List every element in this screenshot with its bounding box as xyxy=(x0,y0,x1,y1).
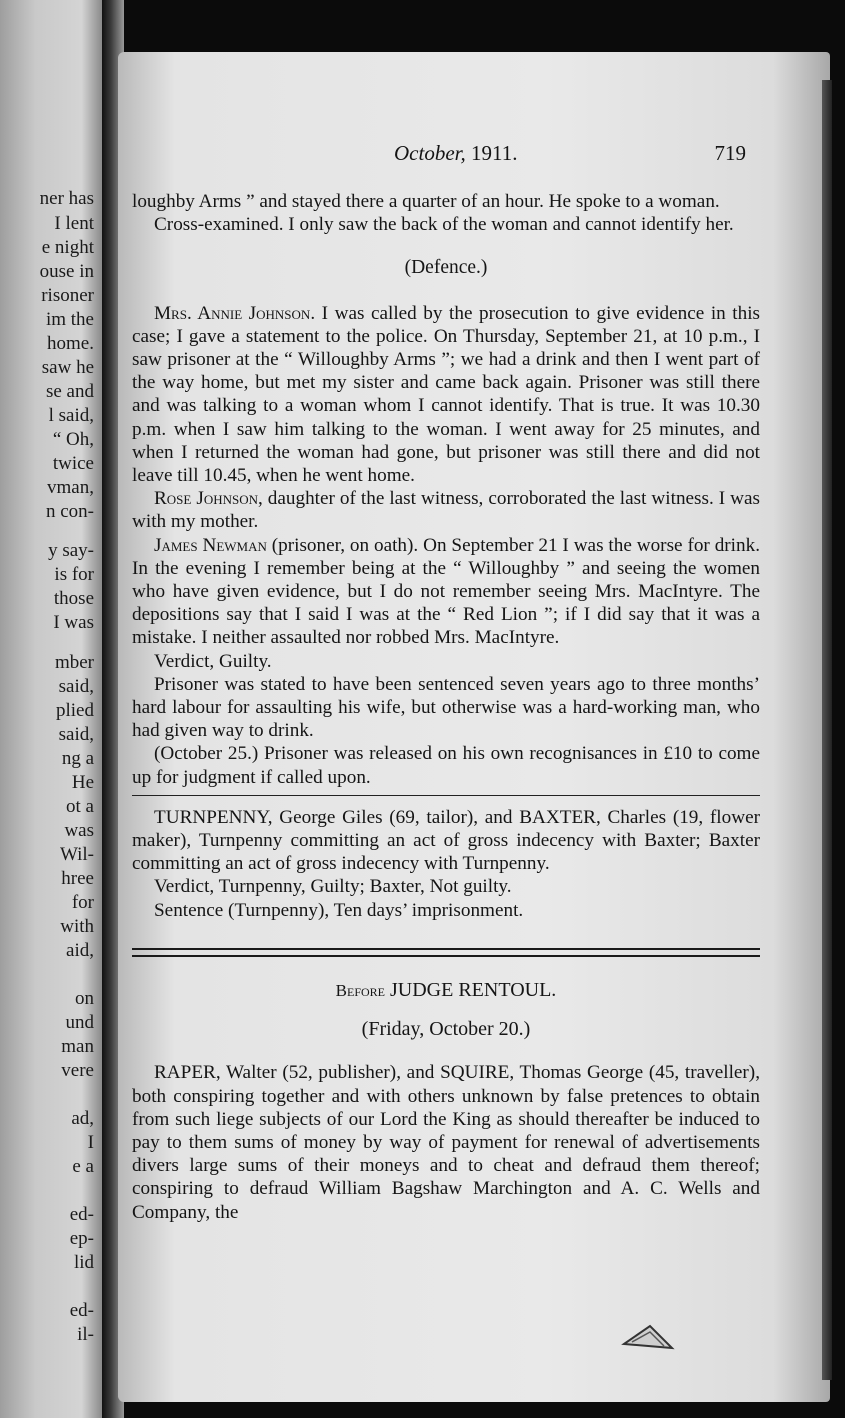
left-page-line: home. xyxy=(47,333,94,354)
paragraph-continuation: loughby Arms ” and stayed there a quarter of an hour. He spoke to a woman. xyxy=(132,191,720,212)
verdict: Verdict, Guilty. xyxy=(154,650,272,672)
judge-prefix: Before xyxy=(335,980,386,1000)
page-content xyxy=(132,142,760,1224)
left-page-line: y say- xyxy=(48,540,94,561)
left-page-line: lid xyxy=(73,1252,94,1273)
thumb-mark-icon xyxy=(620,1322,676,1352)
judge-name: JUDGE RENTOUL. xyxy=(390,978,557,1001)
page-number: 719 xyxy=(714,141,746,165)
case-sentence: Sentence (Turnpenny), Ten days’ imprisonment. xyxy=(154,899,524,921)
paragraph-release: (October 25.) Prisoner was released on his own recognisances in £10 to come up for judgment if called upon. xyxy=(132,743,760,788)
session-date: (Friday, October 20.) xyxy=(361,1018,531,1041)
left-page-line: said, xyxy=(58,676,94,697)
running-head xyxy=(132,142,760,178)
left-page-line: risoner xyxy=(41,285,94,306)
left-page-line: man xyxy=(61,1036,94,1057)
witness-testimony: (prisoner, on oath). On September 21 I was the worse for drink. In the evening I remember being at the “ Willoughby ” and seeing the women who have given evidence, but I do not remember seeing Mrs. MacIntyre. The depositions say that I said I was at the “ Red Lion ”; if I did say that it was a mistake. I neither assaulted nor robbed Mrs. MacIntyre. xyxy=(132,534,760,649)
witness-name: Mrs. Annie Johnson. xyxy=(154,302,316,324)
left-page-line: il- xyxy=(77,1324,94,1345)
left-page-line: “ Oh, xyxy=(52,429,94,450)
case-raper-squire: RAPER, Walter (52, publisher), and SQUIRE, Thomas George (45, traveller), both conspiring together and with others unknown by false pretences to obtain from such liege subjects of our Lord the King as should thereafter be induced to pay to them sums of money by way of payment for renewal of advertisements divers large sums of their moneys and to cheat and defraud them thereof; conspiring to defraud William Bagshaw Marchington and A. C. Wells and Company, the xyxy=(132,1062,760,1223)
double-rule-divider xyxy=(132,948,760,957)
judge-heading xyxy=(132,979,760,1002)
paragraph-rose-johnson xyxy=(132,487,760,533)
left-page-line: e a xyxy=(72,1156,94,1177)
left-page-line: He xyxy=(71,772,94,793)
defence-heading: (Defence.) xyxy=(404,257,488,279)
left-page-line: ep- xyxy=(69,1228,94,1249)
left-page-line: plied xyxy=(56,700,94,721)
left-page-line: twice xyxy=(52,453,94,474)
left-page-line: e night xyxy=(41,237,94,258)
left-page-line: with xyxy=(60,916,94,937)
left-page-line: n con- xyxy=(45,501,94,522)
paragraph-cross-examined: Cross-examined. I only saw the back of the woman and cannot identify her. xyxy=(154,214,734,236)
left-page-line: was xyxy=(64,820,94,841)
left-page-line: I lent xyxy=(54,213,94,234)
left-page-line: ouse in xyxy=(39,261,94,282)
left-page-line: im the xyxy=(45,309,94,330)
left-page-line: hree xyxy=(61,868,94,889)
left-page-line: vere xyxy=(61,1060,94,1081)
case-verdict: Verdict, Turnpenny, Guilty; Baxter, Not guilty. xyxy=(154,876,512,898)
page-edge-shadow xyxy=(822,80,832,1380)
left-page-line: und xyxy=(65,1012,94,1033)
witness-testimony: daughter of the last witness, corroborated the last witness. I was with my mother. xyxy=(132,488,761,533)
case-turnpenny-baxter: TURNPENNY, George Giles (69, tailor), and BAXTER, Charles (19, flower maker), Turnpenny committing an act of gross indecency with Baxter; Baxter committing an act of gross indecency with Turnpenny. xyxy=(132,806,760,875)
left-page-line: is for xyxy=(54,564,94,585)
header-year: 1911. xyxy=(471,141,518,165)
witness-testimony: I was called by the prosecution to give evidence in this case; I gave a statement to the police. On Thursday, September 21, at 10 p.m., I saw prisoner at the “ Willoughby Arms ”; we had a drink and then I went part of the way home, but met my sister and came back again. Prisoner was still there and was talking to a woman whom I cannot identify. That is true. It was 10.30 p.m. when I saw him talking to the woman. I went away for 25 minutes, and when I returned the woman had gone, but prisoner was still there and did not leave till 10.45, when he went home. xyxy=(132,302,761,487)
paragraph-annie-johnson xyxy=(132,302,760,488)
left-page-line: ng a xyxy=(61,748,94,769)
left-page-fragment xyxy=(0,0,102,1418)
left-page-line: ner has xyxy=(39,188,94,209)
left-page-line: for xyxy=(71,892,94,913)
section-rule xyxy=(132,795,760,796)
paragraph-james-newman xyxy=(132,534,760,650)
left-page-line: aid, xyxy=(66,940,94,961)
left-page-line: mber xyxy=(54,652,94,673)
witness-name: James Newman xyxy=(154,534,267,556)
left-page-line: ad, xyxy=(71,1108,94,1129)
left-page-line: on xyxy=(75,988,94,1009)
left-page-line: said, xyxy=(58,724,94,745)
paragraph-prior-sentence: Prisoner was stated to have been sentenced seven years ago to three months’ hard labour for assaulting his wife, but otherwise was a hard-working man, who had given way to drink. xyxy=(132,673,760,742)
left-page-line: vman, xyxy=(47,477,94,498)
header-month: October, xyxy=(394,141,466,165)
left-page-line: l said, xyxy=(48,405,94,426)
left-page-line: saw he xyxy=(41,357,94,378)
left-page-line: se and xyxy=(45,381,94,402)
witness-name: Rose Johnson, xyxy=(154,488,263,510)
left-page-line: I xyxy=(87,1132,94,1153)
left-page-line: Wil- xyxy=(59,844,94,865)
running-head-date xyxy=(394,142,517,165)
left-page-line: those xyxy=(53,588,94,609)
left-page-line: I was xyxy=(53,612,94,633)
left-page-line: ot a xyxy=(66,796,94,817)
left-page-line: ed- xyxy=(69,1300,94,1321)
left-page-line: ed- xyxy=(69,1204,94,1225)
